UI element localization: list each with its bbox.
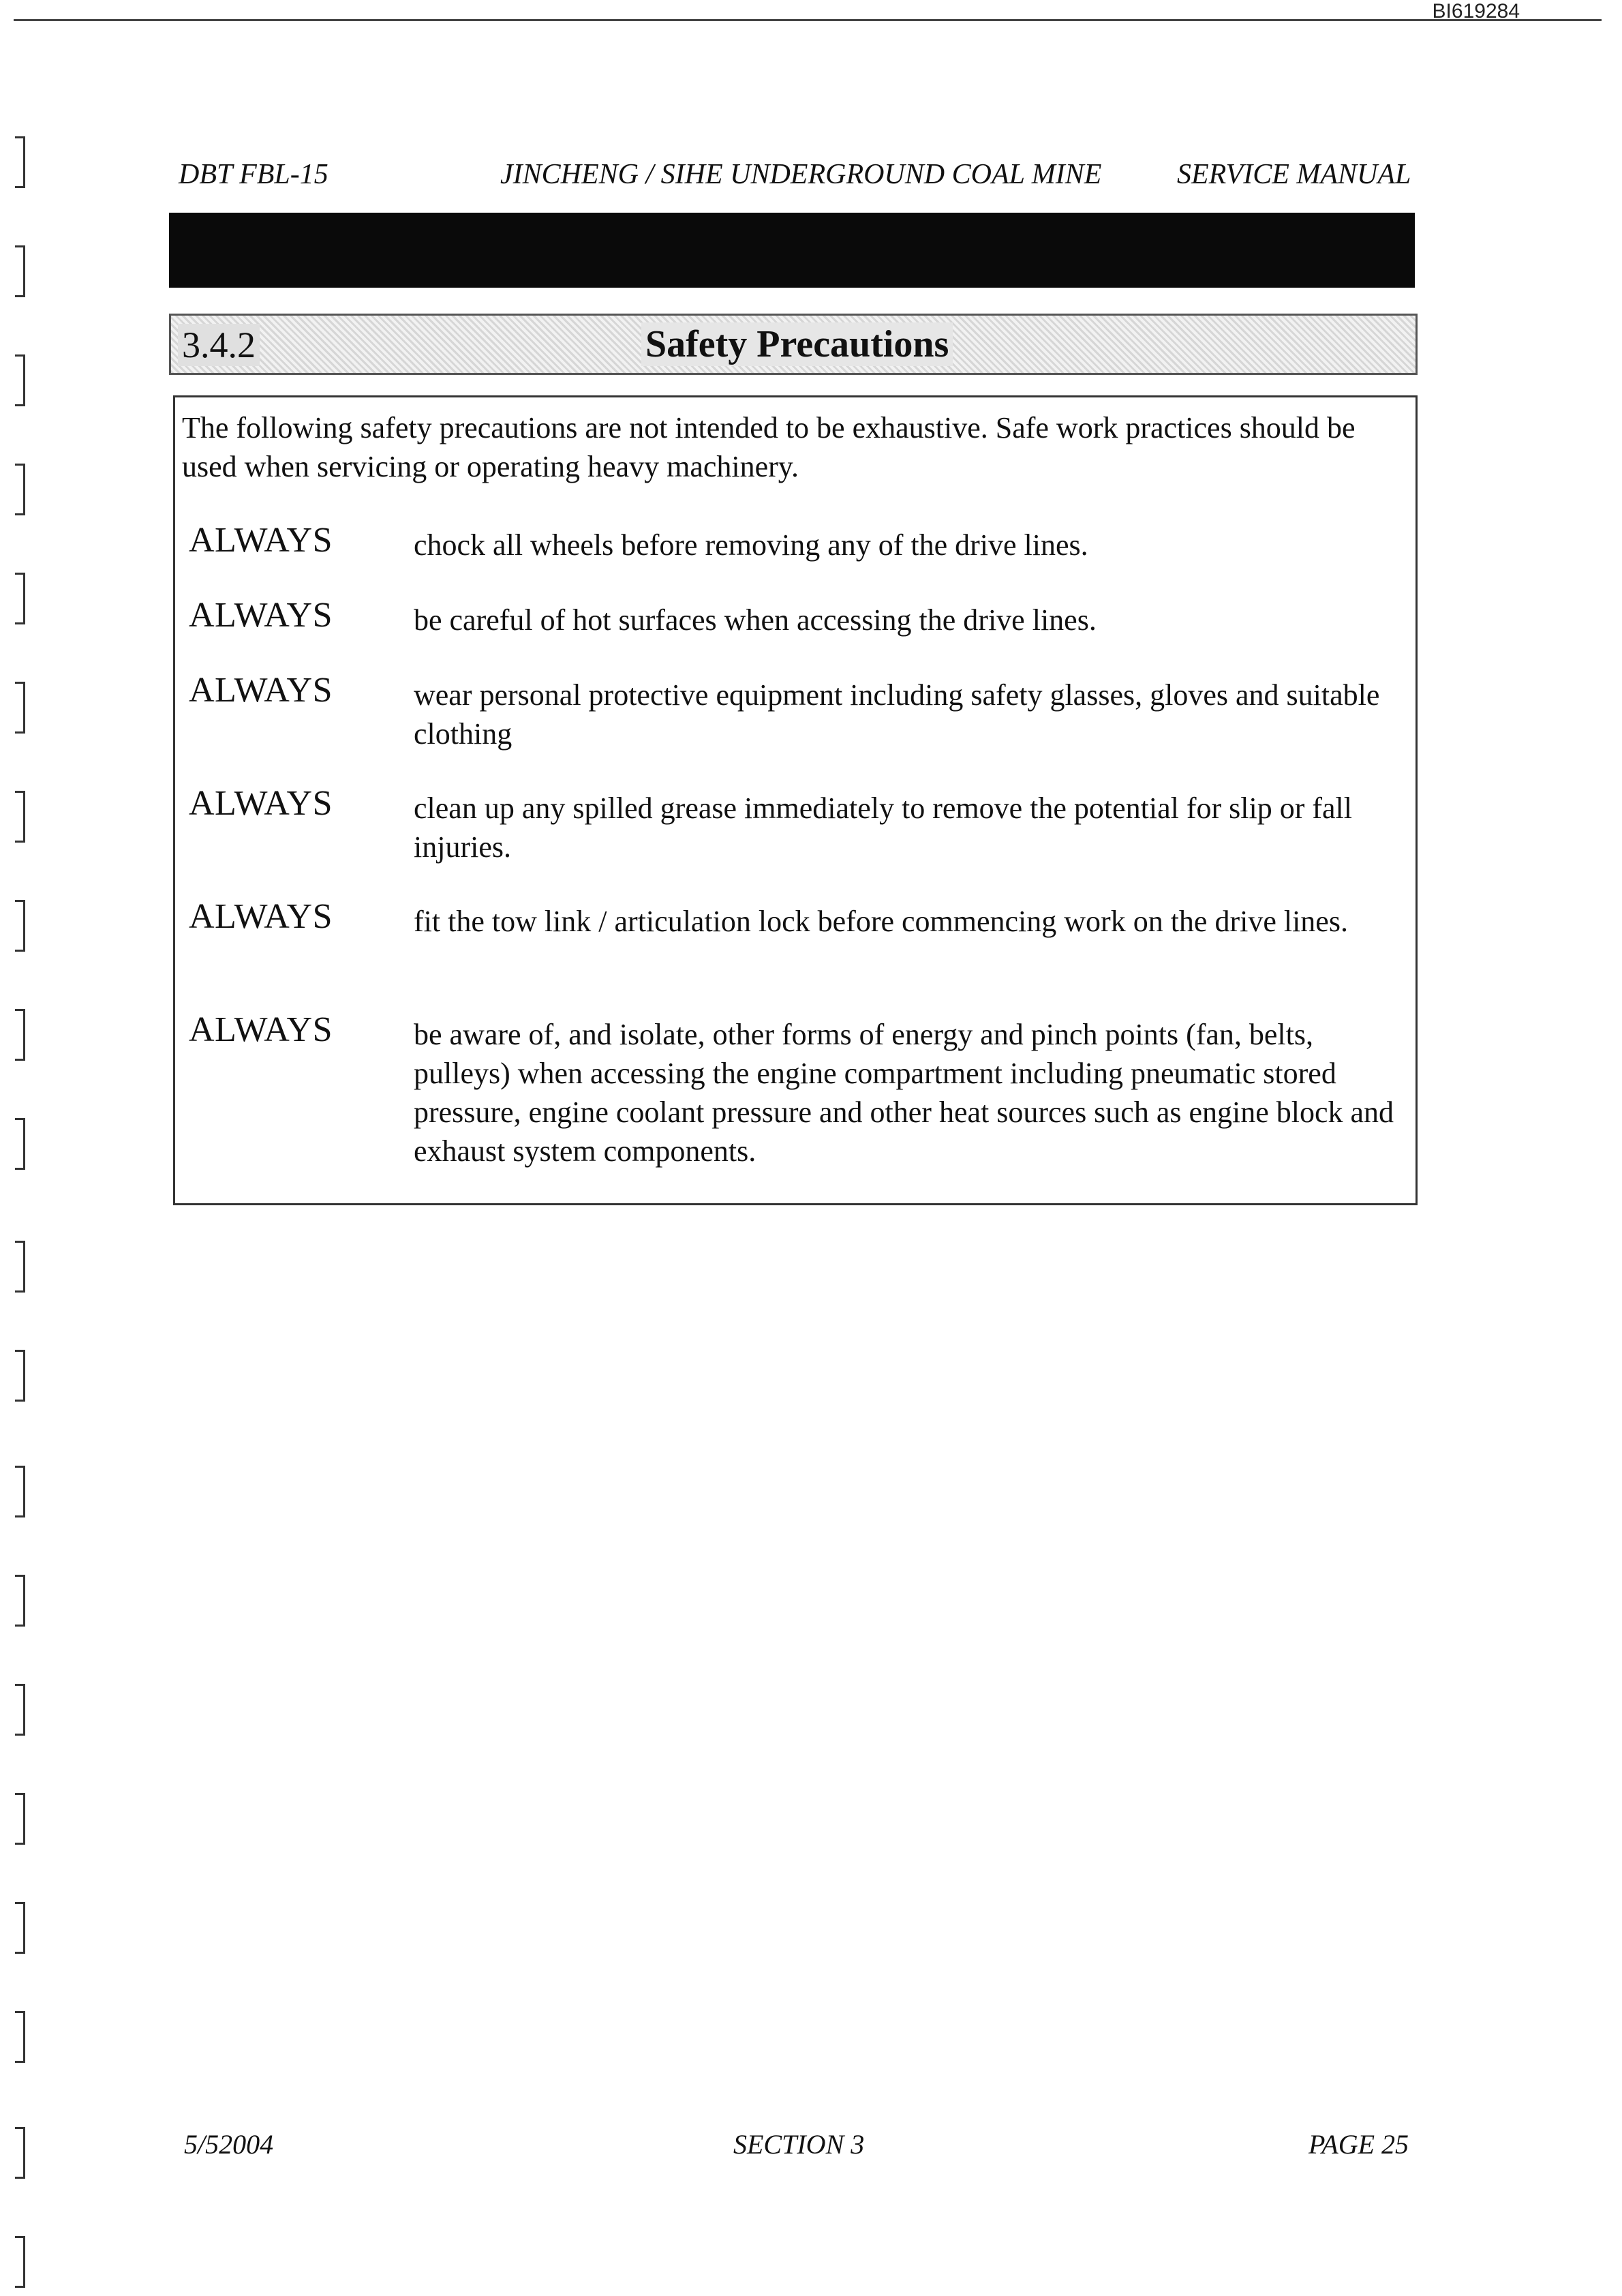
- margin-mark: [15, 1350, 25, 1402]
- header-manual-type: SERVICE MANUAL: [1177, 159, 1411, 190]
- section-number: 3.4.2: [178, 324, 260, 366]
- document-id: BI619284: [1432, 0, 1520, 22]
- header-model: DBT FBL-15: [179, 159, 328, 190]
- margin-mark: [15, 2236, 25, 2288]
- margin-mark: [15, 1575, 25, 1627]
- margin-mark: [15, 1241, 25, 1293]
- precaution-keyword: ALWAYS: [189, 521, 333, 560]
- margin-mark: [15, 464, 25, 515]
- margin-mark: [15, 2011, 25, 2063]
- margin-mark: [15, 1793, 25, 1845]
- binding-margin-marks: [10, 41, 37, 2277]
- safety-precautions-box: [173, 395, 1418, 1205]
- footer-date: 5/52004: [184, 2129, 274, 2160]
- margin-mark: [15, 1902, 25, 1954]
- margin-mark: [15, 1466, 25, 1517]
- section-title: Safety Precautions: [641, 322, 953, 366]
- precaution-keyword: ALWAYS: [189, 596, 333, 635]
- margin-mark: [15, 1684, 25, 1736]
- precaution-text: be aware of, and isolate, other forms of energy and pinch points (fan, belts, pulleys) when accessing the engine compartment including pneumatic stored pressure, engine coolant pressure and other heat sources such as engine block and exhaust system components.: [414, 1018, 1394, 1168]
- top-rule: [14, 19, 1602, 21]
- intro-paragraph: The following safety precautions are not intended to be exhaustive. Safe work practices should be used when servicing or operating heavy machinery.: [182, 411, 1356, 483]
- footer-page-number: PAGE 25: [1309, 2129, 1409, 2160]
- margin-mark: [15, 354, 25, 406]
- margin-mark: [15, 1009, 25, 1061]
- margin-mark: [15, 900, 25, 952]
- precaution-text: chock all wheels before removing any of the drive lines.: [414, 528, 1088, 562]
- precaution-keyword: ALWAYS: [189, 1010, 333, 1049]
- margin-mark: [15, 136, 25, 188]
- footer-section: SECTION 3: [733, 2129, 865, 2160]
- margin-mark: [15, 1118, 25, 1170]
- margin-mark: [15, 682, 25, 734]
- precaution-text: fit the tow link / articulation lock before commencing work on the drive lines.: [414, 905, 1348, 938]
- header-site: JINCHENG / SIHE UNDERGROUND COAL MINE: [500, 159, 1102, 190]
- margin-mark: [15, 573, 25, 624]
- precaution-text: wear personal protective equipment including safety glasses, gloves and suitable clothing: [414, 678, 1380, 751]
- precaution-keyword: ALWAYS: [189, 897, 333, 936]
- precaution-keyword: ALWAYS: [189, 671, 333, 710]
- margin-mark: [15, 245, 25, 297]
- margin-mark: [15, 791, 25, 843]
- precaution-text: clean up any spilled grease immediately to remove the potential for slip or fall injuries.: [414, 791, 1352, 864]
- page-header: [179, 158, 1411, 192]
- precaution-keyword: ALWAYS: [189, 784, 333, 823]
- precaution-text: be careful of hot surfaces when accessing the drive lines.: [414, 603, 1097, 637]
- section-heading-bar: [169, 314, 1418, 375]
- margin-mark: [15, 2127, 25, 2179]
- header-black-bar: [169, 213, 1415, 288]
